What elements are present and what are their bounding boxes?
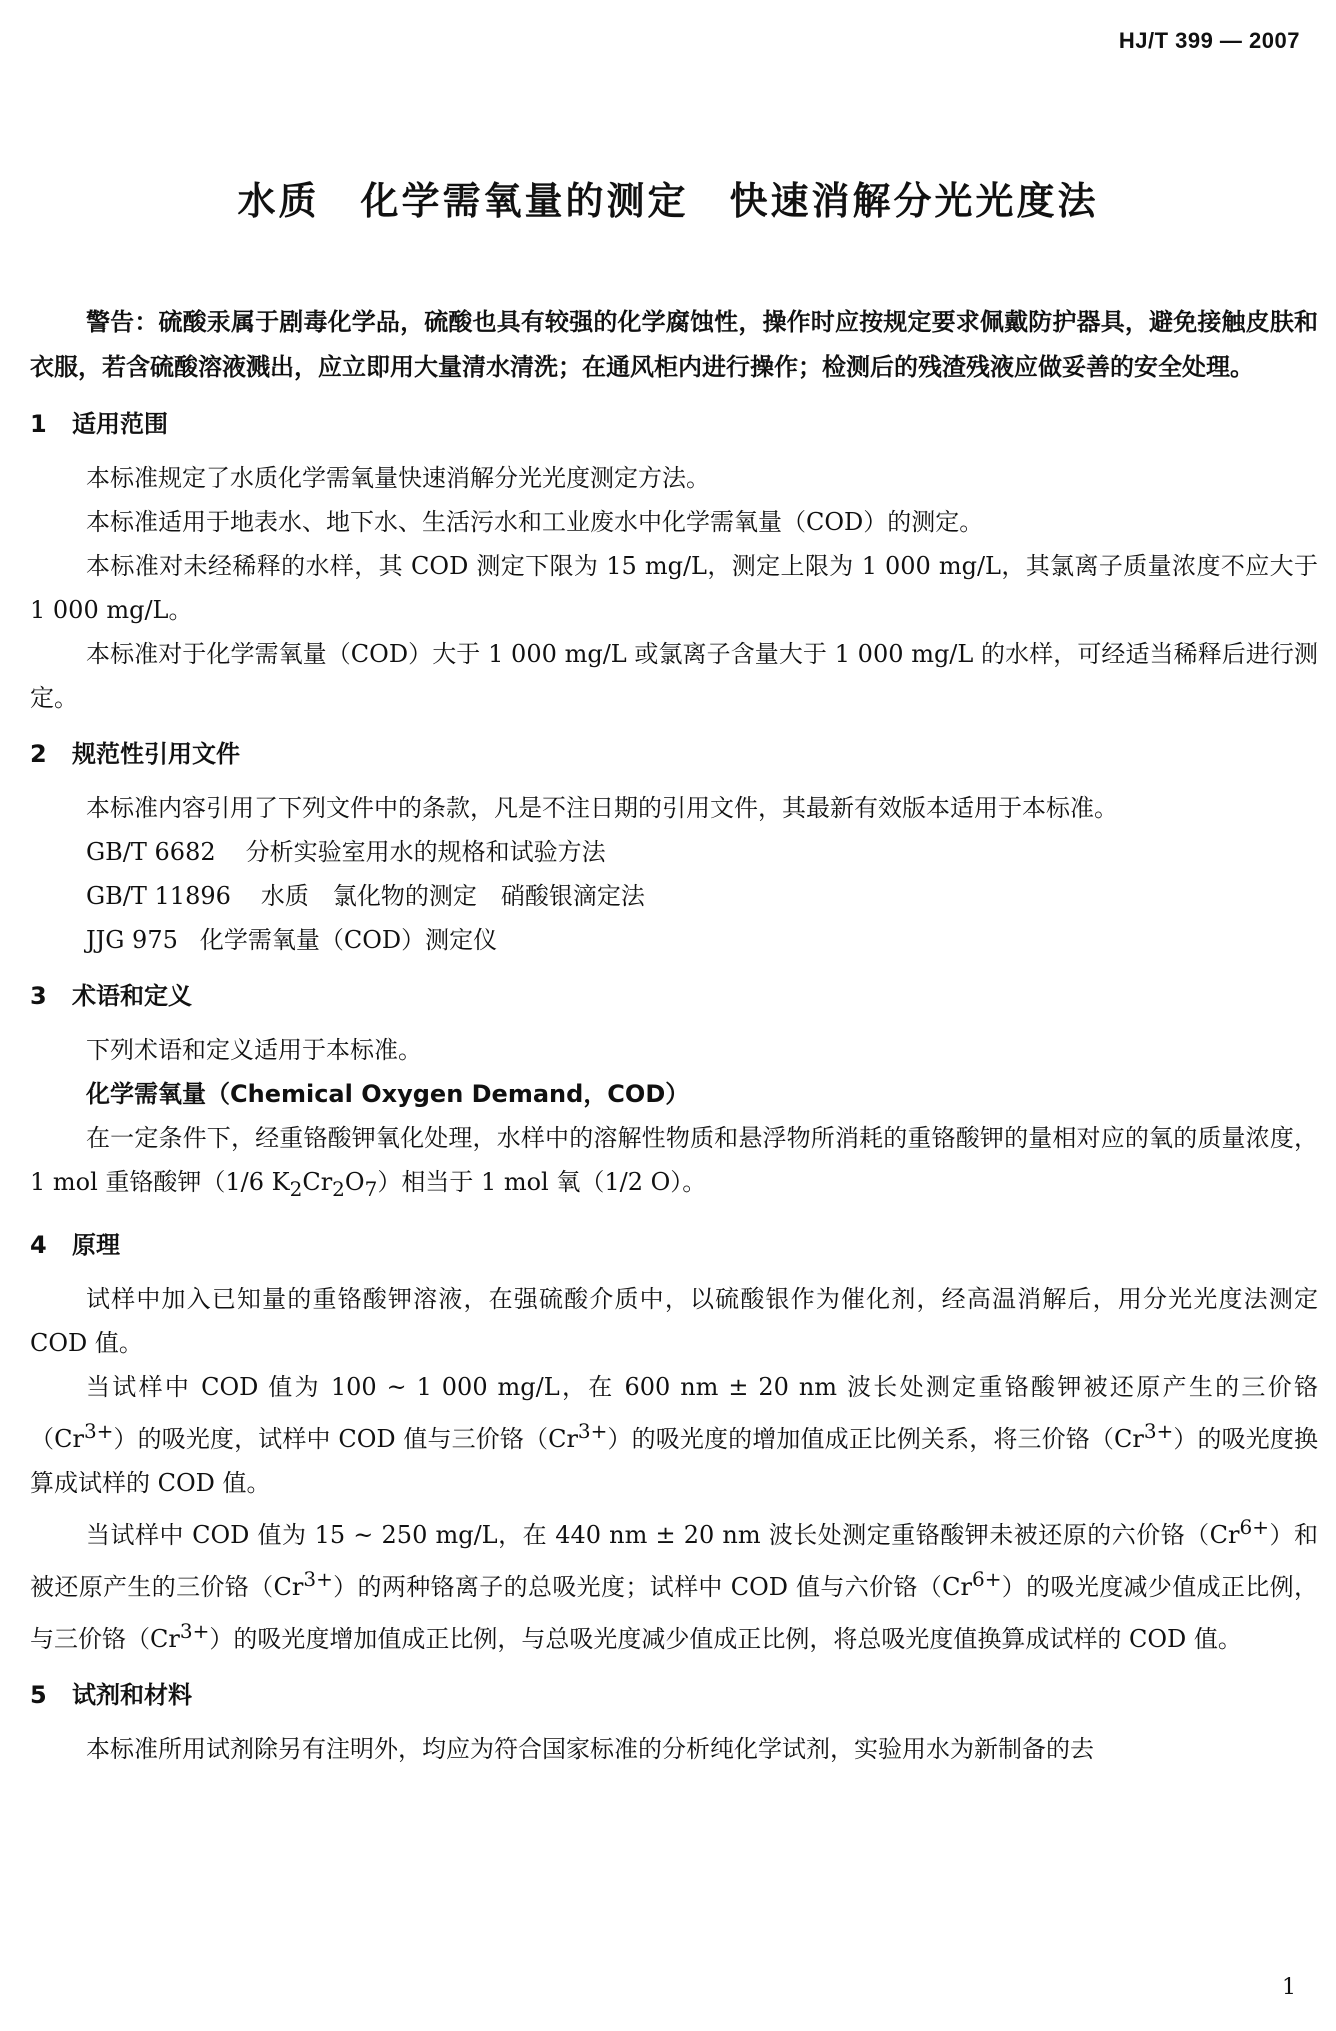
text-run: 当试样中 COD 值为 100 ~ 1 000 mg/L，在 600 nm ± 20 nm 波长处测定重铬酸钾被还原产生的三价铬（Cr xyxy=(30,1372,1318,1453)
subscript: 2 xyxy=(332,1176,345,1201)
text-run: ）的两种铬离子的总吸光度；试样中 COD 值与六价铬（Cr xyxy=(332,1572,972,1601)
text-run: O xyxy=(344,1168,365,1196)
subscript: 7 xyxy=(364,1176,378,1201)
reference-item xyxy=(30,830,1318,874)
text-run: ）的吸光度减少值成正比例，与三价铬（Cr xyxy=(30,1572,1319,1653)
page-number: 1 xyxy=(1282,1975,1296,2000)
reference-item xyxy=(30,874,1318,918)
page-title: 水质 化学需氧量的测定 快速消解分光光度法 xyxy=(237,179,1099,223)
section-heading-4 xyxy=(30,1223,1318,1267)
text-run: ）的吸光度换算成试样的 COD 值。 xyxy=(30,1424,1318,1497)
section-number: 3 xyxy=(30,982,47,1010)
reference-code: GB/T 6682 xyxy=(86,838,216,866)
text-run: 当试样中 COD 值为 15 ~ 250 mg/L，在 440 nm ± 20 nm 波长处测定重铬酸钾未被还原的六价铬（Cr xyxy=(86,1520,1240,1549)
section-heading-2 xyxy=(30,732,1318,776)
section-heading-3 xyxy=(30,974,1318,1018)
section-number: 5 xyxy=(30,1680,47,1709)
text-run: ）和被还原产生的三价铬（Cr xyxy=(30,1520,1319,1601)
text-run: ）的吸光度的增加值成正比例关系，将三价铬（Cr xyxy=(607,1424,1144,1453)
section-heading-5 xyxy=(30,1673,1318,1717)
reference-name: 水质 氯化物的测定 硝酸银滴定法 xyxy=(260,882,645,910)
paragraph: 本标准内容引用了下列文件中的条款，凡是不注日期的引用文件，其最新有效版本适用于本标准。 xyxy=(86,794,1118,822)
superscript: 3+ xyxy=(83,1418,114,1443)
section-title: 适用范围 xyxy=(72,410,168,438)
text-run: ）相当于 1 mol 氧（1/2 O）。 xyxy=(377,1168,707,1196)
paragraph: 本标准规定了水质化学需氧量快速消解分光光度测定方法。 xyxy=(86,464,710,492)
section-number: 1 xyxy=(30,410,47,438)
superscript: 3+ xyxy=(303,1566,333,1591)
section-title: 术语和定义 xyxy=(72,982,192,1010)
reference-code: GB/T 11896 xyxy=(86,882,231,910)
paragraph: 试样中加入已知量的重铬酸钾溶液，在强硫酸介质中，以硫酸银作为催化剂，经高温消解后，用分光光度法测定 COD 值。 xyxy=(30,1284,1318,1357)
reference-item xyxy=(30,918,1318,962)
warning-paragraph: 警告：硫酸汞属于剧毒化学品，硫酸也具有较强的化学腐蚀性，操作时应按规定要求佩戴防护器具，避免接触皮肤和衣服，若含硫酸溶液溅出，应立即用大量清水清洗；在通风柜内进行操作；检测后的残渣残液应做妥善的安全处理。 xyxy=(30,308,1318,381)
text-run: ）的吸光度增加值成正比例，与总吸光度减少值成正比例，将总吸光度值换算成试样的 COD 值。 xyxy=(209,1624,1242,1653)
reference-name: 化学需氧量（COD）测定仪 xyxy=(199,926,498,954)
text-run: ）的吸光度，试样中 COD 值与三价铬（Cr xyxy=(113,1424,578,1453)
superscript: 3+ xyxy=(1143,1418,1174,1443)
paragraph: 本标准对于化学需氧量（COD）大于 1 000 mg/L 或氯离子含量大于 1 000 mg/L 的水样，可经适当稀释后进行测定。 xyxy=(30,640,1318,712)
section-number: 4 xyxy=(30,1230,47,1259)
reference-name: 分析实验室用水的规格和试验方法 xyxy=(245,838,606,866)
paragraph xyxy=(30,1365,1318,1505)
superscript: 6+ xyxy=(971,1566,1002,1591)
paragraph xyxy=(30,1505,1318,1661)
section-number: 2 xyxy=(30,740,47,768)
definition-paragraph xyxy=(30,1116,1318,1211)
paragraph: 本标准所用试剂除另有注明外，均应为符合国家标准的分析纯化学试剂，实验用水为新制备的去 xyxy=(86,1734,1094,1763)
superscript: 3+ xyxy=(179,1618,210,1643)
text-run: Cr xyxy=(302,1168,333,1196)
section-title: 规范性引用文件 xyxy=(72,740,240,768)
superscript: 6+ xyxy=(1239,1514,1270,1539)
paragraph: 本标准对未经稀释的水样，其 COD 测定下限为 15 mg/L，测定上限为 1 000 mg/L，其氯离子质量浓度不应大于 1 000 mg/L。 xyxy=(30,552,1318,624)
reference-code: JJG 975 xyxy=(86,926,178,954)
subscript: 2 xyxy=(289,1176,303,1201)
document-body xyxy=(30,300,1318,1771)
paragraph: 下列术语和定义适用于本标准。 xyxy=(86,1036,422,1064)
term-heading: 化学需氧量（Chemical Oxygen Demand，COD） xyxy=(86,1080,690,1108)
section-heading-1 xyxy=(30,402,1318,446)
paragraph: 本标准适用于地表水、地下水、生活污水和工业废水中化学需氧量（COD）的测定。 xyxy=(86,508,984,536)
superscript: 3+ xyxy=(577,1418,608,1443)
text-run: 在一定条件下，经重铬酸钾氧化处理，水样中的溶解性物质和悬浮物所消耗的重铬酸钾的量相对应的氧的质量浓度，1 mol 重铬酸钾（1/6 K xyxy=(30,1124,1318,1196)
section-title: 试剂和材料 xyxy=(72,1680,192,1709)
section-title: 原理 xyxy=(72,1230,120,1259)
standard-code: HJ/T 399 — 2007 xyxy=(1118,28,1300,53)
